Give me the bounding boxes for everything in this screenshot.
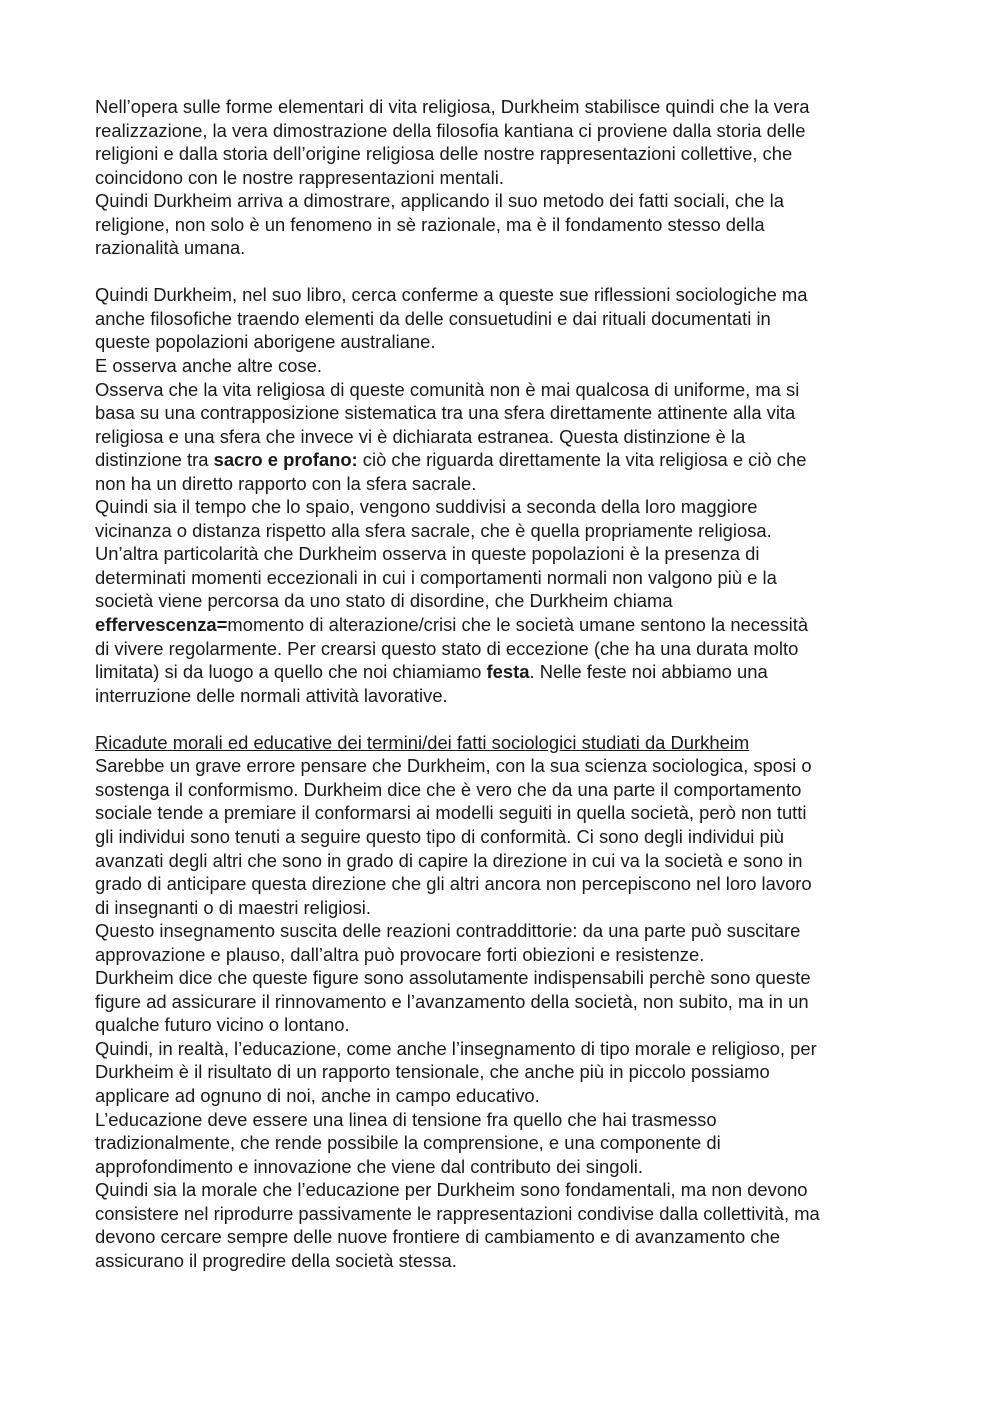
paragraph-effervescenza: [95, 542, 925, 707]
document-page: [95, 95, 925, 1272]
paragraph: Quindi sia la morale che l’educazione per Durkheim sono fondamentali, ma non devono consistere nel riprodurre passivamente le rappresentazioni condivise dalla collettività, ma devono cercare sempre delle nuove frontiere di cambiamento e di avanzamento che assicurano il progredire della società stessa.: [95, 1179, 820, 1271]
paragraph: Nell’opera sulle forme elementari di vita religiosa, Durkheim stabilisce quindi che la vera realizzazione, la vera dimostrazione della filosofia kantiana ci proviene dalla storia delle religioni e dalla storia dell’origine religiosa delle nostre rappresentazioni collettive, che coincidono con le nostre rappresentazioni mentali.: [95, 96, 810, 188]
text-run: ciò che riguarda direttamente la vita religiosa e ciò che non ha un diretto rapporto con la sfera sacrale.: [95, 449, 807, 494]
paragraph: E osserva anche altre cose.: [95, 355, 322, 377]
paragraph: Questo insegnamento suscita delle reazioni contraddittorie: da una parte può suscitare approvazione e plauso, dall’altra può provocare forti obiezioni e resistenze.: [95, 920, 801, 965]
paragraph-sacro-profano: [95, 378, 925, 496]
paragraph: Sarebbe un grave errore pensare che Durkheim, con la sua scienza sociologica, sposi o sostenga il conformismo. Durkheim dice che è vero che da una parte il comportamento sociale tende a premiare il conformarsi ai modelli seguiti in quella società, però non tutti gli individui sono tenuti a seguire questo tipo di conformità. Ci sono degli individui più avanzati degli altri che sono in grado di capire la direzione in cui va la società e sono in grado di anticipare questa direzione che gli altri ancora non percepiscono nel loro lavoro di insegnanti o di maestri religiosi.: [95, 755, 812, 918]
paragraph: Quindi Durkheim, nel suo libro, cerca conferme a queste sue riflessioni sociologiche ma anche filosofiche traendo elementi da delle consuetudini e dai rituali documentati in queste popolazioni aborigene australiane.: [95, 284, 808, 353]
section-heading: Ricadute morali ed educative dei termini/dei fatti sociologici studiati da Durkheim: [95, 731, 750, 753]
paragraph: Quindi sia il tempo che lo spaio, vengono suddivisi a seconda della loro maggiore vicinanza o distanza rispetto alla sfera sacrale, che è quella propriamente religiosa.: [95, 496, 772, 541]
paragraph-spacer: [95, 260, 925, 284]
paragraph: L’educazione deve essere una linea di tensione fra quello che hai trasmesso tradizionalmente, che rende possibile la comprensione, e una componente di approfondimento e innovazione che viene dal contributo dei singoli.: [95, 1108, 721, 1177]
text-run: momento di alterazione/crisi che le società umane sentono la necessità di vivere regolarmente. Per crearsi questo stato di eccezione (che ha una durata molto limitata) si da luogo a quello che noi chiamiamo: [95, 614, 809, 683]
paragraph: Durkheim dice che queste figure sono assolutamente indispensabili perchè sono queste figure ad assicurare il rinnovamento e l’avanzamento della società, non subito, ma in un qualche futuro vicino o lontano.: [95, 967, 811, 1036]
text-run: Osserva che la vita religiosa di queste comunità non è mai qualcosa di uniforme, ma si basa su una contrapposizione sistematica tra una sfera direttamente attinente alla vita religiosa e una sfera che invece vi è dichiarata estranea. Questa distinzione è la distinzione tra: [95, 378, 800, 471]
bold-term-effervescenza: effervescenza=: [95, 614, 228, 636]
paragraph: Quindi, in realtà, l’educazione, come anche l’insegnamento di tipo morale e religioso, per Durkheim è il risultato di un rapporto tensionale, che anche più in piccolo possiamo applicare ad ognuno di noi, anche in campo educativo.: [95, 1037, 817, 1106]
text-run: . Nelle feste noi abbiamo una interruzione delle normali attività lavorative.: [95, 661, 768, 706]
bold-term-festa: festa: [486, 661, 530, 683]
bold-term-sacro-profano: sacro e profano:: [213, 449, 358, 471]
paragraph: Quindi Durkheim arriva a dimostrare, applicando il suo metodo dei fatti sociali, che la religione, non solo è un fenomeno in sè razionale, ma è il fondamento stesso della razionalità umana.: [95, 190, 784, 259]
text-run: Un’altra particolarità che Durkheim osserva in queste popolazioni è la presenza di determinati momenti eccezionali in cui i comportamenti normali non valgono più e la società viene percorsa da uno stato di disordine, che Durkheim chiama: [95, 543, 777, 612]
paragraph-spacer: [95, 707, 925, 731]
